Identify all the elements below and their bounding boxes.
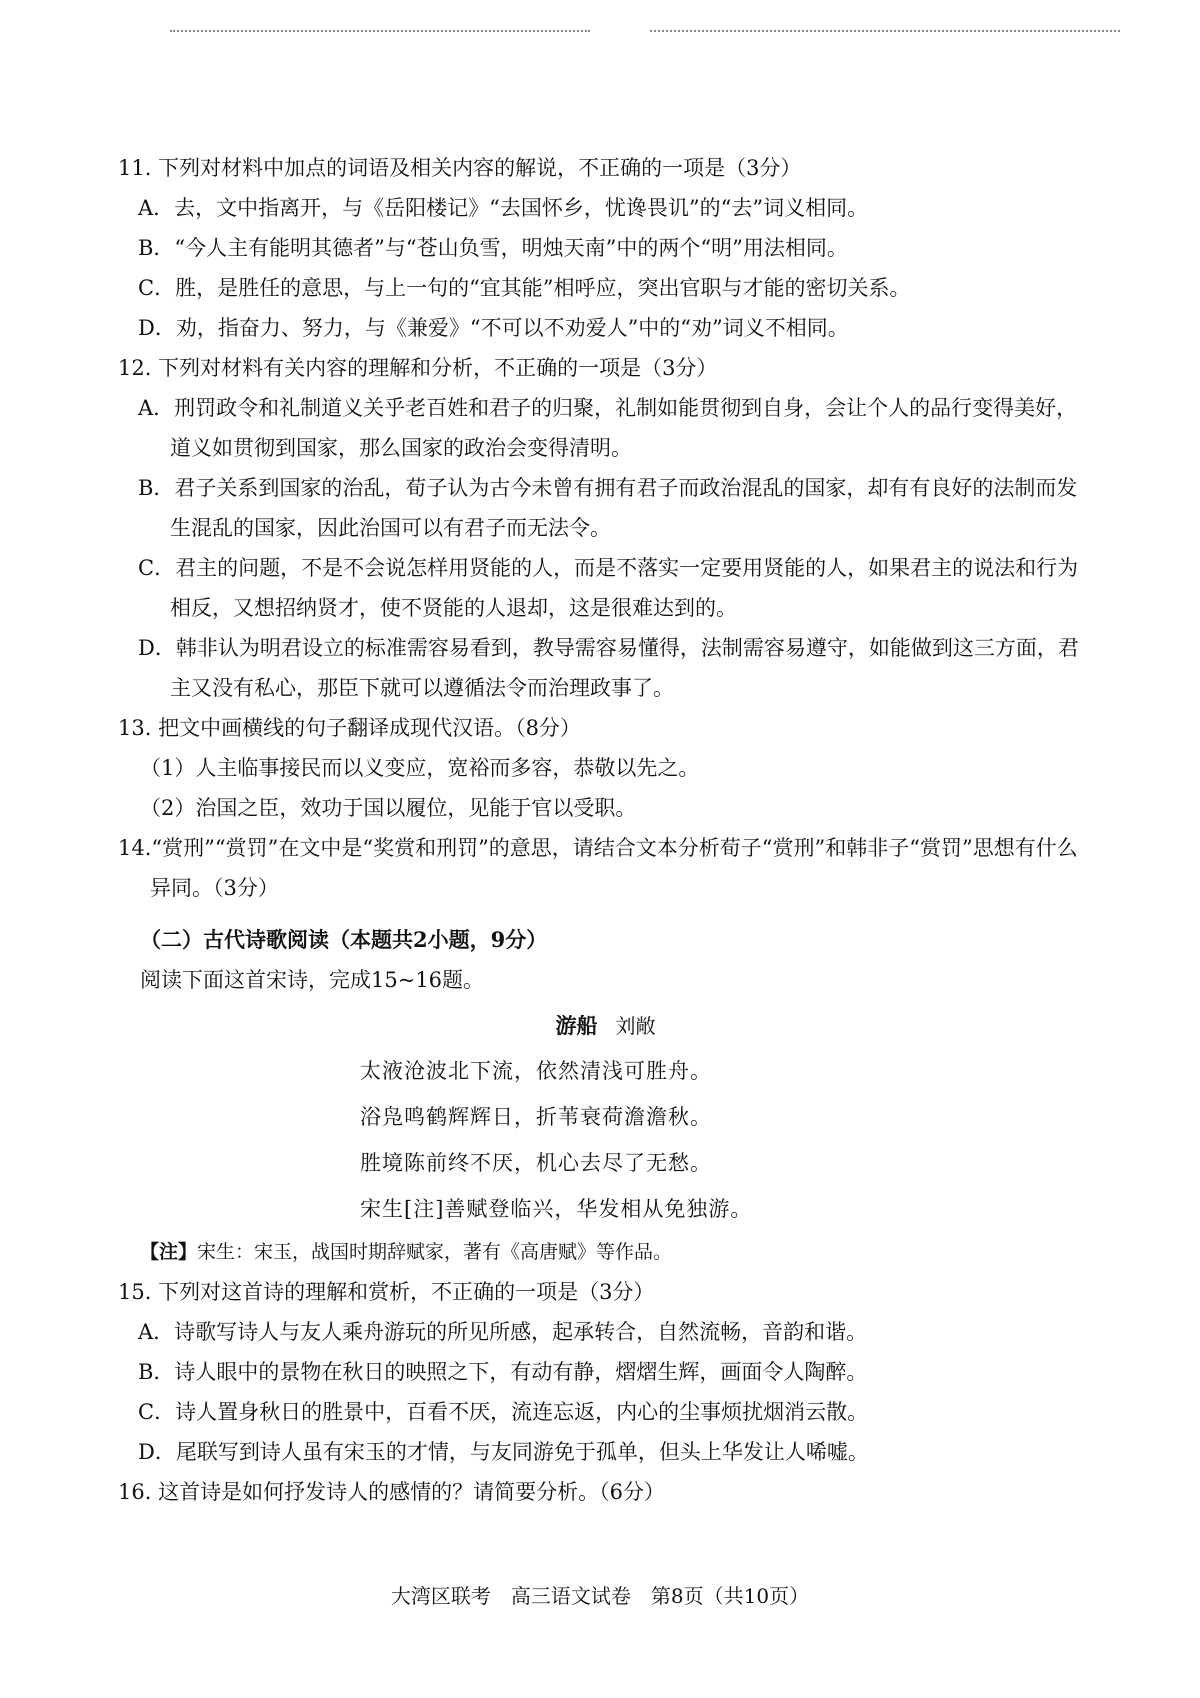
page-content (118, 148, 1093, 1512)
poem-title: 游船 (555, 1013, 598, 1038)
question-13 (118, 708, 1093, 828)
question-11-stem: 11. 下列对材料中加点的词语及相关内容的解说，不正确的一项是（3分） (118, 156, 802, 180)
poem-line: 宋生[注]善赋登临兴，华发相从免独游。 (360, 1197, 753, 1221)
question-11-option-c: C．胜，是胜任的意思，与上一句的“宜其能”相呼应，突出官职与才能的密切关系。 (138, 276, 911, 300)
question-14 (118, 828, 1093, 908)
question-12-option-a: A．刑罚政令和礼制道义关乎老百姓和君子的归聚，礼制如能贯彻到自身，会让个人的品行变得美好，道义如贯彻到国家，那么国家的政治会变得清明。 (138, 396, 1078, 460)
poem-note (140, 1232, 1093, 1272)
question-11-option-a: A．去，文中指离开，与《岳阳楼记》“去国怀乡，忧谗畏讥”的“去”词义相同。 (138, 196, 869, 220)
question-14-stem: 14.“赏刑”“赏罚”在文中是“奖赏和刑罚”的意思，请结合文本分析荀子“赏刑”和韩非子“赏罚”思想有什么异同。（3分） (118, 836, 1078, 900)
note-label: 【注】 (140, 1241, 198, 1263)
question-15-option-d: D．尾联写到诗人虽有宋玉的才情，与友同游免于孤单，但头上华发让人唏嘘。 (138, 1440, 869, 1464)
poetry-section (118, 920, 1093, 1272)
poem-line: 浴凫鸣鹤辉辉日，折苇衰荷澹澹秋。 (360, 1105, 712, 1129)
question-13-stem: 13. 把文中画横线的句子翻译成现代汉语。（8分） (118, 716, 581, 740)
section-intro: 阅读下面这首宋诗，完成15~16题。 (140, 968, 485, 992)
question-11 (118, 148, 1093, 348)
question-15-option-b: B．诗人眼中的景物在秋日的映照之下，有动有静，熠熠生辉，画面令人陶醉。 (138, 1360, 868, 1384)
poem-line: 太液沧波北下流，依然清浅可胜舟。 (360, 1059, 712, 1083)
question-12-option-d: D．韩非认为明君设立的标准需容易看到，教导需容易懂得，法制需容易遵守，如能做到这三方面，君主又没有私心，那臣下就可以遵循法令而治理政事了。 (138, 636, 1079, 700)
page-footer: 大湾区联考 高三语文试卷 第8页（共10页） (390, 1584, 810, 1608)
question-15-option-a: A．诗歌写诗人与友人乘舟游玩的所见所感，起承转合，自然流畅，音韵和谐。 (138, 1320, 868, 1344)
question-13-item-2: （2）治国之臣，效功于国以履位，见能于官以受职。 (140, 796, 637, 820)
poem-line: 胜境陈前终不厌，机心去尽了无愁。 (360, 1151, 712, 1175)
question-12 (118, 348, 1093, 708)
scan-header-artifact (130, 26, 1080, 40)
poem-author: 刘敞 (615, 1014, 656, 1038)
note-text: 宋生：宋玉，战国时期辞赋家，著有《高唐赋》等作品。 (197, 1241, 673, 1263)
question-11-option-d: D．劝，指奋力、努力，与《兼爱》“不可以不劝爱人”中的“劝”词义不相同。 (138, 316, 849, 340)
question-12-option-c: C．君主的问题，不是不会说怎样用贤能的人，而是不落实一定要用贤能的人，如果君主的说法和行为相反，又想招纳贤才，使不贤能的人退却，这是很难达到的。 (138, 556, 1079, 620)
question-13-item-1: （1）人主临事接民而以义变应，宽裕而多容，恭敬以先之。 (140, 756, 700, 780)
question-11-option-b: B．“今人主有能明其德者”与“苍山负雪，明烛天南”中的两个“明”用法相同。 (138, 236, 848, 260)
question-15 (118, 1272, 1093, 1472)
question-15-option-c: C．诗人置身秋日的胜景中，百看不厌，流连忘返，内心的尘事烦扰烟消云散。 (138, 1400, 869, 1424)
question-16-stem: 16. 这首诗是如何抒发诗人的感情的？请简要分析。（6分） (118, 1480, 665, 1504)
section-heading: （二）古代诗歌阅读（本题共2小题，9分） (140, 927, 548, 952)
question-16 (118, 1472, 1093, 1512)
poem-title-line (118, 1006, 1093, 1046)
question-15-stem: 15. 下列对这首诗的理解和赏析，不正确的一项是（3分） (118, 1280, 655, 1304)
question-12-option-b: B．君子关系到国家的治乱，荀子认为古今未曾有拥有君子而政治混乱的国家，却有有良好的法制而发生混乱的国家，因此治国可以有君子而无法令。 (138, 476, 1078, 540)
question-12-stem: 12. 下列对材料有关内容的理解和分析，不正确的一项是（3分） (118, 356, 718, 380)
